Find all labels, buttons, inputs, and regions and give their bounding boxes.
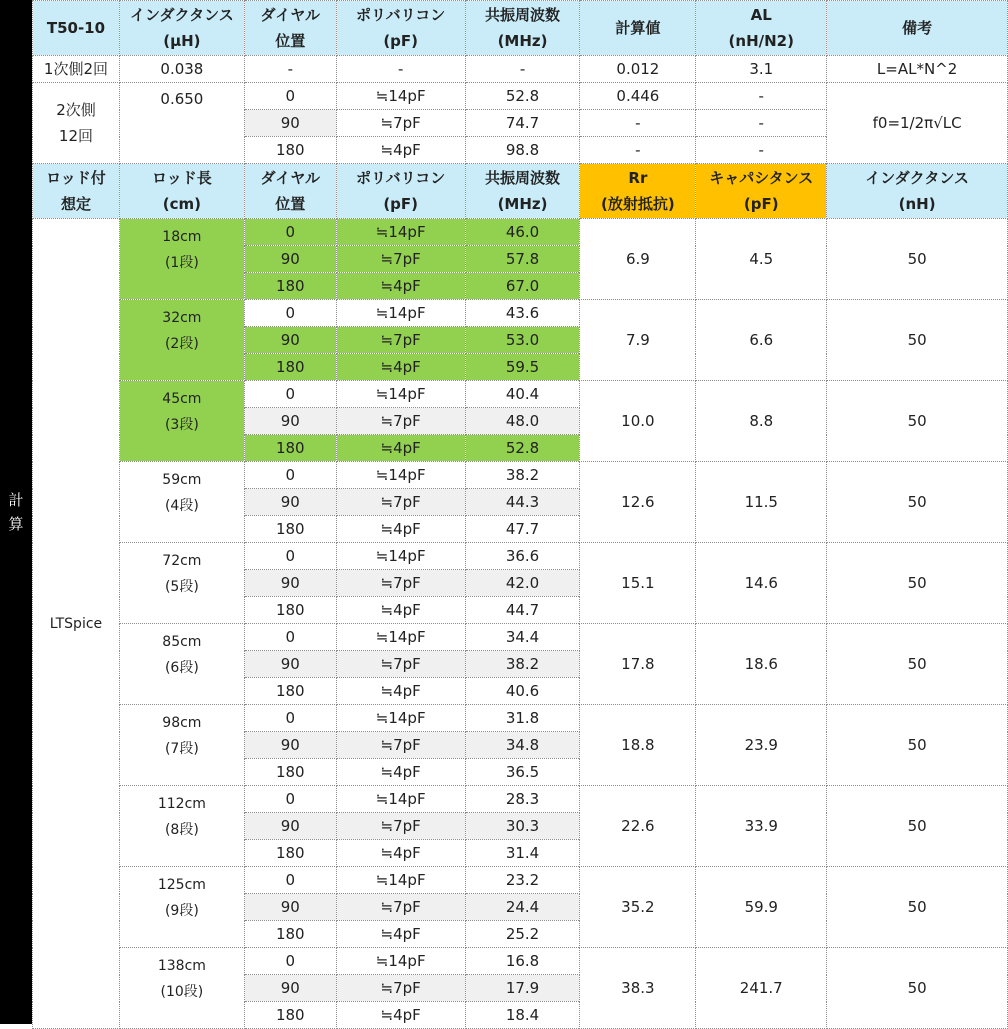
header-cell: 計算値 (580, 1, 696, 56)
table-cell: 0 (244, 948, 336, 975)
table-cell: ≒4pF (336, 516, 465, 543)
table-cell: 44.7 (465, 597, 580, 624)
rod-length-cell: 138cm (10段) (119, 948, 244, 1029)
table-cell: - (696, 83, 827, 110)
tool-label-cell: LTSpice (33, 219, 120, 1029)
header-cell: ダイヤル 位置 (244, 164, 336, 219)
table-cell: 18.8 (580, 705, 696, 786)
table-cell: ≒4pF (336, 840, 465, 867)
table-cell: ≒14pF (336, 786, 465, 813)
table-cell: 50 (827, 624, 1008, 705)
table-cell: ≒7pF (336, 408, 465, 435)
table-cell: 40.4 (465, 381, 580, 408)
table-cell: 50 (827, 219, 1008, 300)
rod-length-cell: 59cm (4段) (119, 462, 244, 543)
table-cell: 180 (244, 1002, 336, 1029)
table-cell: 0 (244, 381, 336, 408)
table-row (33, 56, 1008, 83)
table-cell: 11.5 (696, 462, 827, 543)
table-cell: 31.8 (465, 705, 580, 732)
table-cell: 23.2 (465, 867, 580, 894)
rod-length-cell: 112cm (8段) (119, 786, 244, 867)
header-cell-highlight: キャパシタンス (pF) (696, 164, 827, 219)
table-cell: - (580, 110, 696, 137)
table-row (33, 867, 1008, 894)
table-row (33, 300, 1008, 327)
table-cell: 180 (244, 840, 336, 867)
header-cell: インダクタンス (nH) (827, 164, 1008, 219)
table-row (33, 705, 1008, 732)
table-cell: ≒4pF (336, 759, 465, 786)
table-cell: 18.6 (696, 624, 827, 705)
table-cell: 40.6 (465, 678, 580, 705)
table-cell: 0 (244, 83, 336, 110)
table-cell: ≒14pF (336, 83, 465, 110)
table-cell: 14.6 (696, 543, 827, 624)
table-cell: 50 (827, 867, 1008, 948)
table-cell: 28.3 (465, 786, 580, 813)
table-cell: 1次側2回 (33, 56, 120, 83)
table-cell: ≒14pF (336, 462, 465, 489)
table-cell: 34.4 (465, 624, 580, 651)
table-cell: ≒7pF (336, 894, 465, 921)
table-cell: 50 (827, 948, 1008, 1029)
table-cell: 2次側 12回 (33, 83, 120, 164)
table-cell: 36.6 (465, 543, 580, 570)
rod-header-row (33, 164, 1008, 219)
side-label-bar (0, 0, 32, 1024)
table-cell: 0 (244, 543, 336, 570)
table-cell: 90 (244, 489, 336, 516)
table-cell: 90 (244, 732, 336, 759)
table-cell: ≒4pF (336, 678, 465, 705)
header-cell: T50-10 (33, 1, 120, 56)
table-cell: 90 (244, 813, 336, 840)
table-cell: ≒14pF (336, 948, 465, 975)
measurement-table (32, 0, 1008, 1029)
table-cell: 0 (244, 462, 336, 489)
table-cell: 34.8 (465, 732, 580, 759)
table-cell: ≒4pF (336, 921, 465, 948)
table-cell: 50 (827, 462, 1008, 543)
table-cell: - (465, 56, 580, 83)
table-cell: 4.5 (696, 219, 827, 300)
table-cell: 15.1 (580, 543, 696, 624)
rod-length-cell: 72cm (5段) (119, 543, 244, 624)
table-cell: 25.2 (465, 921, 580, 948)
table-cell: 0 (244, 300, 336, 327)
table-cell: ≒7pF (336, 327, 465, 354)
table-row (33, 543, 1008, 570)
table-cell: 10.0 (580, 381, 696, 462)
table-cell: f0=1/2π√LC (827, 83, 1008, 164)
table-cell: 90 (244, 246, 336, 273)
header-cell: AL (nH/N2) (696, 1, 827, 56)
table-cell: ≒4pF (336, 597, 465, 624)
table-cell: ≒14pF (336, 624, 465, 651)
table-cell: 46.0 (465, 219, 580, 246)
table-cell: ≒7pF (336, 110, 465, 137)
table-cell: 17.8 (580, 624, 696, 705)
coil-header-row (33, 1, 1008, 56)
table-cell: 0.650 (119, 83, 244, 164)
table-cell: 52.8 (465, 435, 580, 462)
table-cell: ≒4pF (336, 354, 465, 381)
table-cell: ≒14pF (336, 867, 465, 894)
rod-length-cell: 18cm (1段) (119, 219, 244, 300)
table-cell: 23.9 (696, 705, 827, 786)
table-cell: ≒14pF (336, 381, 465, 408)
table-cell: - (696, 110, 827, 137)
header-cell: ポリバリコン (pF) (336, 164, 465, 219)
table-cell: 43.6 (465, 300, 580, 327)
table-row (33, 462, 1008, 489)
table-cell: 0.038 (119, 56, 244, 83)
header-cell: ポリバリコン (pF) (336, 1, 465, 56)
table-cell: ≒4pF (336, 435, 465, 462)
table-cell: ≒4pF (336, 137, 465, 164)
table-cell: ≒7pF (336, 651, 465, 678)
table-cell: 57.8 (465, 246, 580, 273)
table-cell: 67.0 (465, 273, 580, 300)
table-cell: 0 (244, 219, 336, 246)
table-cell: 90 (244, 570, 336, 597)
table-cell: 22.6 (580, 786, 696, 867)
header-cell: 共振周波数 (MHz) (465, 1, 580, 56)
table-cell: 180 (244, 678, 336, 705)
table-cell: 0.446 (580, 83, 696, 110)
table-cell: 180 (244, 759, 336, 786)
header-cell: インダクタンス (μH) (119, 1, 244, 56)
table-cell: 180 (244, 597, 336, 624)
table-cell: 50 (827, 381, 1008, 462)
table-cell: 48.0 (465, 408, 580, 435)
table-cell: 47.7 (465, 516, 580, 543)
table-cell: 33.9 (696, 786, 827, 867)
table-cell: 0 (244, 705, 336, 732)
table-cell: ≒4pF (336, 273, 465, 300)
table-cell: ≒14pF (336, 219, 465, 246)
table-cell: 90 (244, 975, 336, 1002)
table-cell: 241.7 (696, 948, 827, 1029)
table-row (33, 624, 1008, 651)
table-row (33, 786, 1008, 813)
table-cell: 0 (244, 624, 336, 651)
table-cell: ≒7pF (336, 732, 465, 759)
table-cell: 180 (244, 354, 336, 381)
table-cell: ≒7pF (336, 489, 465, 516)
header-cell: ダイヤル 位置 (244, 1, 336, 56)
table-cell: 50 (827, 300, 1008, 381)
side-label-char: 計 (8, 491, 24, 509)
table-cell: L=AL*N^2 (827, 56, 1008, 83)
table-cell: 17.9 (465, 975, 580, 1002)
table-cell: 180 (244, 273, 336, 300)
table-cell: 90 (244, 651, 336, 678)
table-cell: - (580, 137, 696, 164)
table-cell: 38.3 (580, 948, 696, 1029)
table-cell: 6.9 (580, 219, 696, 300)
table-cell: - (336, 56, 465, 83)
table-cell: ≒7pF (336, 246, 465, 273)
table-cell: 24.4 (465, 894, 580, 921)
table-cell: 180 (244, 921, 336, 948)
table-cell: ≒14pF (336, 705, 465, 732)
table-cell: 35.2 (580, 867, 696, 948)
table-cell: 3.1 (696, 56, 827, 83)
header-cell: 共振周波数 (MHz) (465, 164, 580, 219)
rod-length-cell: 32cm (2段) (119, 300, 244, 381)
table-cell: ≒14pF (336, 300, 465, 327)
table-cell: 52.8 (465, 83, 580, 110)
table-cell: - (244, 56, 336, 83)
table-cell: 31.4 (465, 840, 580, 867)
table-row (33, 83, 1008, 110)
table-cell: - (696, 137, 827, 164)
table-cell: 38.2 (465, 651, 580, 678)
table-cell: 30.3 (465, 813, 580, 840)
table-cell: 16.8 (465, 948, 580, 975)
rod-length-cell: 85cm (6段) (119, 624, 244, 705)
table-cell: 59.5 (465, 354, 580, 381)
table-cell: 180 (244, 435, 336, 462)
header-cell: ロッド付 想定 (33, 164, 120, 219)
table-cell: 0 (244, 786, 336, 813)
header-cell-highlight: Rr (放射抵抗) (580, 164, 696, 219)
rod-length-cell: 45cm (3段) (119, 381, 244, 462)
table-cell: 38.2 (465, 462, 580, 489)
table-cell: 0 (244, 867, 336, 894)
table-cell: 53.0 (465, 327, 580, 354)
table-cell: 180 (244, 137, 336, 164)
table-cell: ≒7pF (336, 570, 465, 597)
header-cell: 備考 (827, 1, 1008, 56)
table-row (33, 219, 1008, 246)
table-cell: 90 (244, 110, 336, 137)
header-cell: ロッド長 (cm) (119, 164, 244, 219)
table-cell: 0.012 (580, 56, 696, 83)
table-cell: 59.9 (696, 867, 827, 948)
table-cell: 18.4 (465, 1002, 580, 1029)
table-cell: 7.9 (580, 300, 696, 381)
table-cell: ≒7pF (336, 975, 465, 1002)
side-label-char: 算 (8, 515, 24, 533)
table-cell: 90 (244, 894, 336, 921)
table-cell: 180 (244, 516, 336, 543)
table-cell: 90 (244, 327, 336, 354)
table-cell: 42.0 (465, 570, 580, 597)
rod-length-cell: 98cm (7段) (119, 705, 244, 786)
table-row (33, 381, 1008, 408)
table-cell: ≒7pF (336, 813, 465, 840)
table-cell: ≒14pF (336, 543, 465, 570)
table-cell: 8.8 (696, 381, 827, 462)
table-cell: ≒4pF (336, 1002, 465, 1029)
rod-length-cell: 125cm (9段) (119, 867, 244, 948)
table-cell: 44.3 (465, 489, 580, 516)
table-cell: 74.7 (465, 110, 580, 137)
table-cell: 50 (827, 786, 1008, 867)
table-cell: 90 (244, 408, 336, 435)
table-cell: 98.8 (465, 137, 580, 164)
table-cell: 50 (827, 543, 1008, 624)
table-cell: 36.5 (465, 759, 580, 786)
table-cell: 12.6 (580, 462, 696, 543)
table-row (33, 948, 1008, 975)
table-cell: 6.6 (696, 300, 827, 381)
table-cell: 50 (827, 705, 1008, 786)
